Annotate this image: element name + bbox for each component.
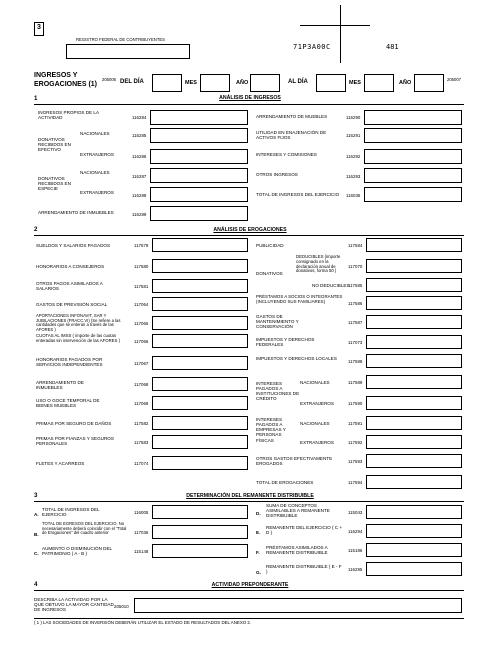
footnote-rule	[34, 618, 464, 619]
s2-field-117584[interactable]	[366, 238, 462, 252]
anio1-label: AÑO	[236, 80, 249, 86]
s2-field-117594[interactable]	[366, 475, 462, 489]
s1-code-116288: 116288	[132, 193, 147, 198]
s1-field-116285[interactable]	[150, 128, 248, 143]
section2-number: 2	[34, 226, 38, 233]
section3-rule	[34, 501, 464, 502]
form-number: 481	[386, 43, 399, 51]
s2-code-117584: 117584	[348, 243, 363, 248]
page-number: 3	[37, 24, 41, 31]
s1-total-ingresos-label: TOTAL DE INGRESOS DEL EJERCICIO	[256, 192, 340, 197]
s1-field-116286[interactable]	[150, 149, 248, 164]
s3-field-116005[interactable]	[152, 505, 248, 519]
s2-imp-locales-label: IMPUESTOS Y DERECHOS LOCALES	[256, 356, 337, 361]
s2-int-inst-nac-label: NACIONALES	[300, 380, 330, 385]
s3-letter-d: D.	[256, 511, 261, 516]
s3-code-116295: 116295	[348, 567, 363, 572]
s2-code-117582: 117582	[134, 421, 149, 426]
s4-actividad-field[interactable]	[134, 598, 462, 613]
s3-remanente-distribuible-label: REMANENTE DISTRIBUIBLE ( E - F )	[266, 564, 342, 575]
del-dia-label: DEL DÍA	[120, 79, 144, 85]
s2-code-117590: 117590	[348, 401, 363, 406]
s1-field-116284[interactable]	[150, 110, 248, 125]
s2-code-117593: 117593	[348, 459, 363, 464]
s1-otros-ingresos-label: OTROS INGRESOS	[256, 172, 298, 177]
s1-utilidad-label: UTILIDAD EN ENAJENACIÓN DE ACTIVOS FIJOS	[256, 130, 327, 141]
rfc-field[interactable]	[66, 44, 190, 59]
s3-field-115148[interactable]	[152, 544, 248, 558]
s3-aumento-label: AUMENTO O DISMINUCIÓN DEL PATRIMONIO ( A - B )	[42, 546, 112, 557]
s2-primas-fianzas-label: PRIMAS POR FIANZAS Y SEGUROS PERSONALES	[36, 436, 114, 447]
s2-prevision-label: GASTOS DE PREVISIÓN SOCIAL	[36, 302, 108, 307]
section4-title: ACTIVIDAD PREPONDERANTE	[211, 582, 289, 588]
period-code-right: 205007	[447, 77, 461, 82]
s2-field-117073[interactable]	[366, 335, 462, 349]
s2-code-117073: 117073	[348, 340, 363, 345]
mes1-field[interactable]	[200, 74, 230, 92]
s2-sueldos-label: SUELDOS Y SALARIOS PAGADOS	[36, 243, 111, 248]
s2-code-117069: 117069	[134, 401, 149, 406]
s1-code-116291: 116291	[346, 133, 361, 138]
s3-code-116294: 116294	[348, 529, 363, 534]
s2-code-117068: 117068	[134, 382, 149, 387]
s2-code-117579: 117579	[134, 243, 149, 248]
s2-honorarios-consejeros-label: HONORARIOS A CONSEJEROS	[36, 264, 105, 269]
s3-suma-conceptos-label: SUMA DE CONCEPTOS ASIMILABLES A REMANENTE DISTRIBUIBLE	[266, 503, 330, 519]
s2-field-117581[interactable]	[152, 279, 248, 293]
s1-code-116287: 116287	[132, 174, 147, 179]
s2-intereses-emp-label: INTERESES PAGADOS A EMPRESAS Y PERSONAS FÍSICAS	[256, 417, 286, 443]
section3-title: DETERMINACIÓN DEL REMANENTE DISTRIBUIBLE	[186, 493, 314, 499]
s2-code-117074: 117074	[134, 461, 149, 466]
s2-code-117580: 117580	[134, 264, 149, 269]
s1-code-116293: 116293	[346, 174, 361, 179]
s3-field-116295[interactable]	[366, 562, 462, 576]
s1-code-116286: 116286	[132, 154, 147, 159]
s1-code-116284: 116284	[132, 115, 147, 120]
s3-total-egresos-label: TOTAL DE EGRESOS DEL EJERCICIO. No necesariamente deberá coincidir con el "Total de Erogaciones" del cuadro anterior	[42, 521, 127, 536]
s3-letter-c: C.	[34, 551, 39, 556]
footnote: ( 1 ) LAS SOCIEDADES DE INVERSIÓN DEBERÁN UTILIZAR EL ESTADO DE RESULTADOS DEL ANEXO 2.	[34, 620, 252, 625]
s2-code-117588: 117588	[348, 359, 363, 364]
s1-code-116290: 116290	[346, 115, 361, 120]
section1-number: 1	[34, 95, 38, 102]
s2-otros-pagos-label: OTROS PAGOS ASIMILADOS A SALARIOS	[36, 281, 103, 292]
title-line-1: INGRESOS Y	[34, 72, 78, 79]
s2-field-117582[interactable]	[152, 416, 248, 430]
s3-letter-a: A.	[34, 512, 39, 517]
s2-field-117590[interactable]	[366, 396, 462, 410]
s2-publicidad-label: PUBLICIDAD	[256, 243, 284, 248]
mes2-field[interactable]	[364, 74, 394, 92]
s1-ingresos-propios-label: INGRESOS PROPIOS DE LA ACTIVIDAD	[38, 110, 99, 121]
s2-int-inst-ext-label: EXTRANJEROS	[300, 401, 334, 406]
s2-field-117589[interactable]	[366, 375, 462, 389]
s2-field-117592[interactable]	[366, 435, 462, 449]
s2-field-117074[interactable]	[152, 456, 248, 470]
s2-prestamos-label: PRÉSTAMOS A SOCIOS O INTEGRANTES (INCLUYENDO SUS FAMILIARES)	[256, 294, 343, 304]
s4-code-205010: 205010	[114, 604, 129, 609]
s2-code-117585: 117585	[348, 283, 363, 288]
s3-code-115043: 115043	[348, 510, 363, 515]
s1-code-116289: 116289	[132, 212, 147, 217]
s2-code-117587: 117587	[348, 320, 363, 325]
s2-field-117593[interactable]	[366, 454, 462, 468]
s2-code-117592: 117592	[348, 440, 363, 445]
s1-extranjeros2-label: EXTRANJEROS	[80, 190, 114, 195]
s2-field-117070[interactable]	[366, 259, 462, 273]
s1-donativos-efectivo-group: DONATIVOS RECIBIDOS EN EFECTIVO	[38, 137, 71, 153]
s2-no-deducibles-label: NO DEDUCIBLES	[312, 283, 350, 288]
al-dia-field[interactable]	[316, 74, 346, 92]
section1-title: ANÁLISIS DE INGRESOS	[219, 95, 281, 101]
s2-honorarios-servicios-label: HONORARIOS PAGADOS POR SERVICIOS INDEPENDIENTES	[36, 357, 103, 368]
form-code: 71P3A00C	[293, 43, 331, 51]
s3-field-115186[interactable]	[366, 543, 462, 557]
s2-code-117589: 117589	[348, 380, 363, 385]
al-dia-label: AL DÍA	[288, 79, 308, 85]
del-dia-field[interactable]	[152, 74, 182, 92]
s4-actividad-label: DESCRIBA LA ACTIVIDAD POR LA QUE OBTUVO LA MAYOR CANTIDAD DE INGRESOS	[34, 597, 114, 613]
s2-field-117588[interactable]	[366, 354, 462, 368]
s2-primas-danos-label: PRIMAS POR SEGURO DE DAÑOS	[36, 421, 112, 426]
s1-intereses-label: INTERESES Y COMISIONES	[256, 152, 317, 157]
s1-donativos-especie-group: DONATIVOS RECIBIDOS EN ESPECIE	[38, 176, 71, 192]
s2-field-117068[interactable]	[152, 377, 248, 391]
s3-remanente-ejercicio-label: REMANENTE DEL EJERCICIO ( C + D )	[266, 525, 343, 536]
s2-int-emp-ext-label: EXTRANJEROS	[300, 440, 334, 445]
s2-field-117064[interactable]	[152, 297, 248, 311]
mes2-label: MES	[349, 80, 361, 86]
s2-fletes-label: FLETES Y ACARREOS	[36, 461, 85, 466]
section2-rule	[34, 235, 464, 236]
s2-field-117069[interactable]	[152, 396, 248, 410]
s3-field-115043[interactable]	[366, 505, 462, 519]
s2-code-117591: 117591	[348, 421, 363, 426]
anio2-label: AÑO	[399, 80, 412, 86]
s1-code-116035: 116035	[346, 193, 361, 198]
mes1-label: MES	[185, 80, 197, 86]
s1-field-116292[interactable]	[364, 149, 462, 164]
s2-code-117065: 117065	[134, 321, 149, 326]
s2-donativos-label: DONATIVOS	[256, 271, 283, 276]
s2-aportaciones-label: APORTACIONES INFONAVIT, SAR Y JUBILACIONES (FRACC.VI) (Se refiere a las cantidades que se enteran a través de las AFORES )	[36, 313, 121, 333]
s3-code-116005: 116005	[134, 510, 149, 515]
s2-field-117583[interactable]	[152, 435, 248, 449]
s1-extranjeros-label: EXTRANJEROS	[80, 152, 114, 157]
s3-letter-b: B.	[34, 532, 39, 537]
section4-number: 4	[34, 581, 38, 588]
s2-int-emp-nac-label: NACIONALES	[300, 421, 330, 426]
s1-field-116293[interactable]	[364, 168, 462, 183]
s1-field-116291[interactable]	[364, 128, 462, 143]
s2-code-117067: 117067	[134, 361, 149, 366]
s2-deducibles-label: DEDUCIBLES (importe consignado en la declaración anual de donativos, forma 50 )	[296, 254, 341, 274]
s1-arrend-inmuebles-label: ARRENDAMIENTO DE INMUEBLES	[38, 210, 114, 215]
s2-code-117070: 117070	[348, 264, 363, 269]
s2-field-117585[interactable]	[366, 278, 462, 292]
s3-letter-e: E.	[256, 530, 261, 535]
section4-rule	[34, 590, 464, 591]
s2-uso-goce-label: USO O GOCE TEMPORAL DE BIENES MUEBLES	[36, 398, 100, 409]
s2-intereses-inst-label: INTERESES PAGADOS A INSTITUCIONES DE CRÉDITO	[256, 381, 300, 402]
section1-rule	[34, 104, 464, 105]
s2-field-117067[interactable]	[152, 356, 248, 370]
s2-code-117594: 117594	[348, 480, 363, 485]
s2-field-117579[interactable]	[152, 238, 248, 252]
s2-code-117583: 117583	[134, 440, 149, 445]
s2-gastos-mant-label: GASTOS DE MANTENIMIENTO Y CONSERVACIÓN	[256, 314, 299, 330]
s2-field-117066[interactable]	[152, 334, 248, 348]
rfc-label: REGISTRO FEDERAL DE CONTRIBUYENTES	[76, 37, 165, 42]
s2-field-117591[interactable]	[366, 416, 462, 430]
s2-cuotas-imss-label: CUOTAS AL IMSS ( importe de las cuotas enteradas sin intervención de las AFORES )	[36, 333, 121, 343]
s2-code-117581: 117581	[134, 284, 149, 289]
s1-arrend-muebles-label: ARRENDAMIENTO DE MUEBLES	[256, 114, 328, 119]
form-t-mark-stem	[340, 5, 341, 63]
form-t-mark-top	[300, 25, 370, 26]
s2-total-erogaciones-label: TOTAL DE EROGACIONES	[256, 480, 314, 485]
s3-field-117036[interactable]	[152, 525, 248, 539]
s1-nacionales-label: NACIONALES	[80, 131, 110, 136]
s1-code-116285: 116285	[132, 133, 147, 138]
anio1-field[interactable]	[250, 74, 280, 92]
s3-field-116294[interactable]	[366, 524, 462, 538]
s1-nacionales2-label: NACIONALES	[80, 170, 110, 175]
s2-field-117586[interactable]	[366, 296, 462, 310]
s1-field-116288[interactable]	[150, 187, 248, 202]
s1-field-116287[interactable]	[150, 168, 248, 183]
section3-number: 3	[34, 492, 38, 499]
s1-field-116289[interactable]	[150, 206, 248, 221]
s2-otros-gastos-label: OTROS GASTOS EFECTIVAMENTE EROGADOS	[256, 456, 333, 467]
s1-code-116292: 116292	[346, 154, 361, 159]
s1-field-116035[interactable]	[364, 187, 462, 202]
section2-title: ANÁLISIS DE EROGACIONES	[213, 227, 287, 233]
anio2-field[interactable]	[414, 74, 444, 92]
s2-code-117064: 117064	[134, 302, 149, 307]
s2-imp-federales-label: IMPUESTOS Y DERECHOS FEDERALES	[256, 337, 315, 348]
s3-code-115148: 115148	[134, 549, 149, 554]
s3-letter-g: G.	[256, 570, 261, 575]
title-line-2: EROGACIONES (1)	[34, 81, 98, 88]
s2-field-117587[interactable]	[366, 315, 462, 329]
s2-arrend-inmuebles-label: ARRENDAMIENTO DE INMUEBLES	[36, 380, 84, 391]
s2-code-117586: 117586	[348, 301, 363, 306]
s2-field-117065[interactable]	[152, 316, 248, 330]
s1-field-116290[interactable]	[364, 110, 462, 125]
s3-total-ingresos-label: TOTAL DE INGRESOS DEL EJERCICIO	[42, 507, 100, 518]
s2-code-117066: 117066	[134, 339, 149, 344]
s3-prestamos-label: PRÉSTAMOS ASIMILADOS A REMANENTE DISTRIBUIBLE	[266, 545, 328, 556]
s2-field-117580[interactable]	[152, 259, 248, 273]
s3-letter-f: F.	[256, 550, 260, 555]
s3-code-115186: 115186	[348, 548, 363, 553]
period-code-left: 205006	[102, 77, 116, 82]
s3-code-117036: 117036	[134, 530, 149, 535]
